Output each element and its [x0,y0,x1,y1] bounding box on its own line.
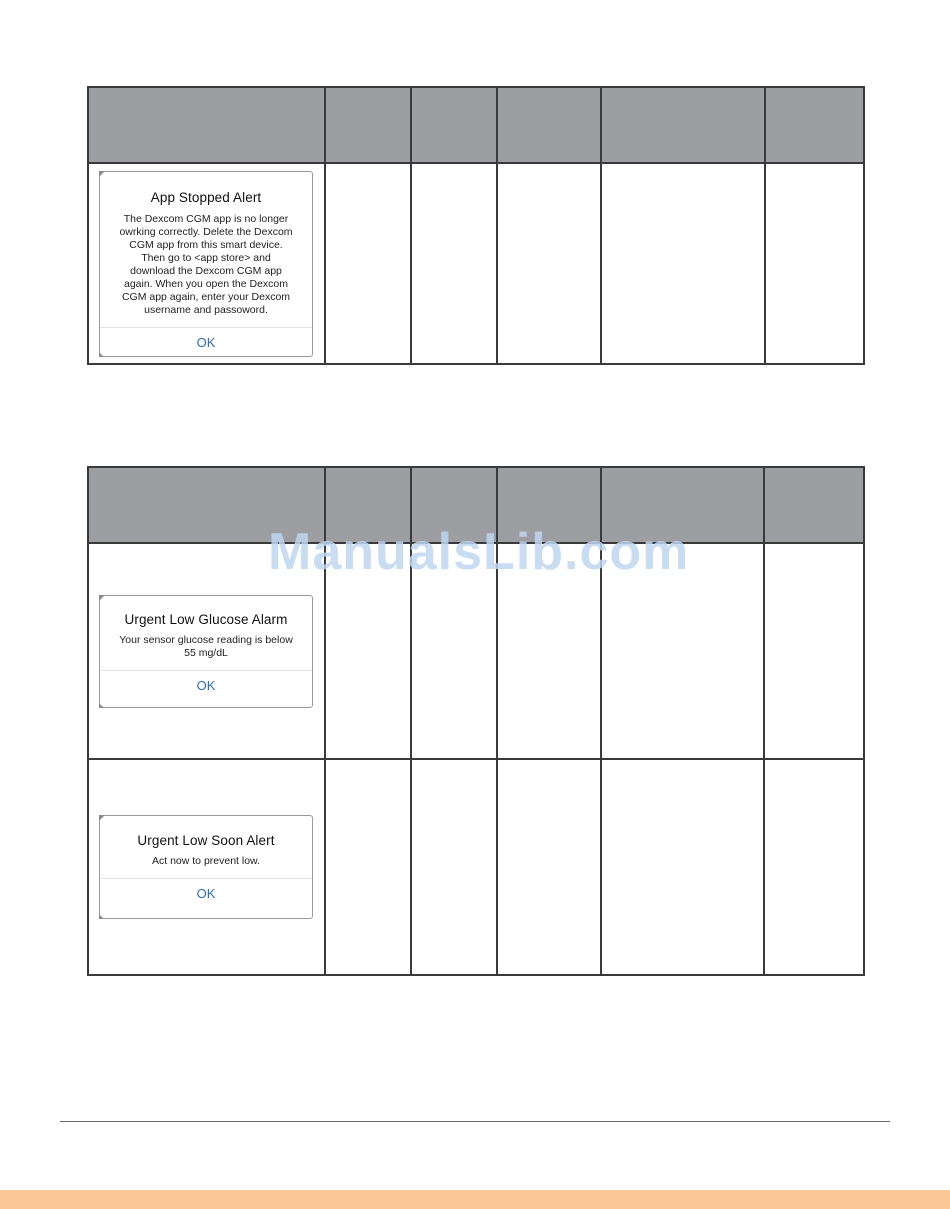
table-cell [765,163,864,364]
message-line: again. When you open the Dexcom [123,278,289,290]
table-cell [764,543,864,759]
header-cell [601,87,765,163]
table-cell [497,163,601,364]
header-cell [765,87,864,163]
footer-band [0,1190,950,1209]
header-cell [88,87,325,163]
screen-cell [88,759,325,975]
watermark-text: ManualsLib.com [268,523,690,581]
table-row [88,759,864,975]
ok-button[interactable]: OK [196,678,216,693]
table-cell [764,759,864,975]
alert-table-1 [87,86,865,365]
table-cell [601,163,765,364]
header-cell [764,467,864,543]
message-line: 55 mg/dL [184,647,228,659]
table-cell [325,759,411,975]
message-line: Your sensor glucose reading is below [119,634,293,646]
header-cell [411,87,497,163]
urgent-low-soon-alert-dialog [99,815,313,919]
table-row [88,163,864,364]
table-cell [601,759,764,975]
header-cell [325,87,411,163]
message-line: owrking correctly. Delete the Dexcom [119,226,293,238]
corner-mark [99,352,104,357]
dialog-message [100,850,312,868]
ok-button[interactable]: OK [196,335,216,350]
ok-button[interactable]: OK [196,886,216,901]
table-cell [325,163,411,364]
dialog-message [100,629,312,660]
footer-divider [60,1121,890,1122]
message-line: CGM app from this smart device. [129,239,283,251]
corner-mark [99,595,105,601]
corner-mark [99,171,105,177]
message-line: Act now to prevent low. [152,855,260,867]
corner-mark [99,815,105,821]
dialog-title: App Stopped Alert [150,190,262,205]
table-cell [497,759,601,975]
table-header-row [88,87,864,163]
message-line: Then go to <app store> and [141,252,271,264]
message-line: download the Dexcom CGM app [130,265,282,277]
corner-mark [99,703,104,708]
screen-cell [88,163,325,364]
dialog-title: Urgent Low Soon Alert [137,833,275,848]
message-line: username and passoword. [144,304,268,316]
corner-mark [99,914,104,919]
urgent-low-glucose-alarm-dialog [99,595,313,708]
app-stopped-alert-dialog [99,171,313,357]
dialog-title: Urgent Low Glucose Alarm [124,612,288,627]
table-cell [411,163,497,364]
message-line: CGM app again, enter your Dexcom [121,291,291,303]
message-line: The Dexcom CGM app is no longer [123,213,289,225]
dialog-message [100,207,312,317]
header-cell [497,87,601,163]
table-cell [411,759,497,975]
